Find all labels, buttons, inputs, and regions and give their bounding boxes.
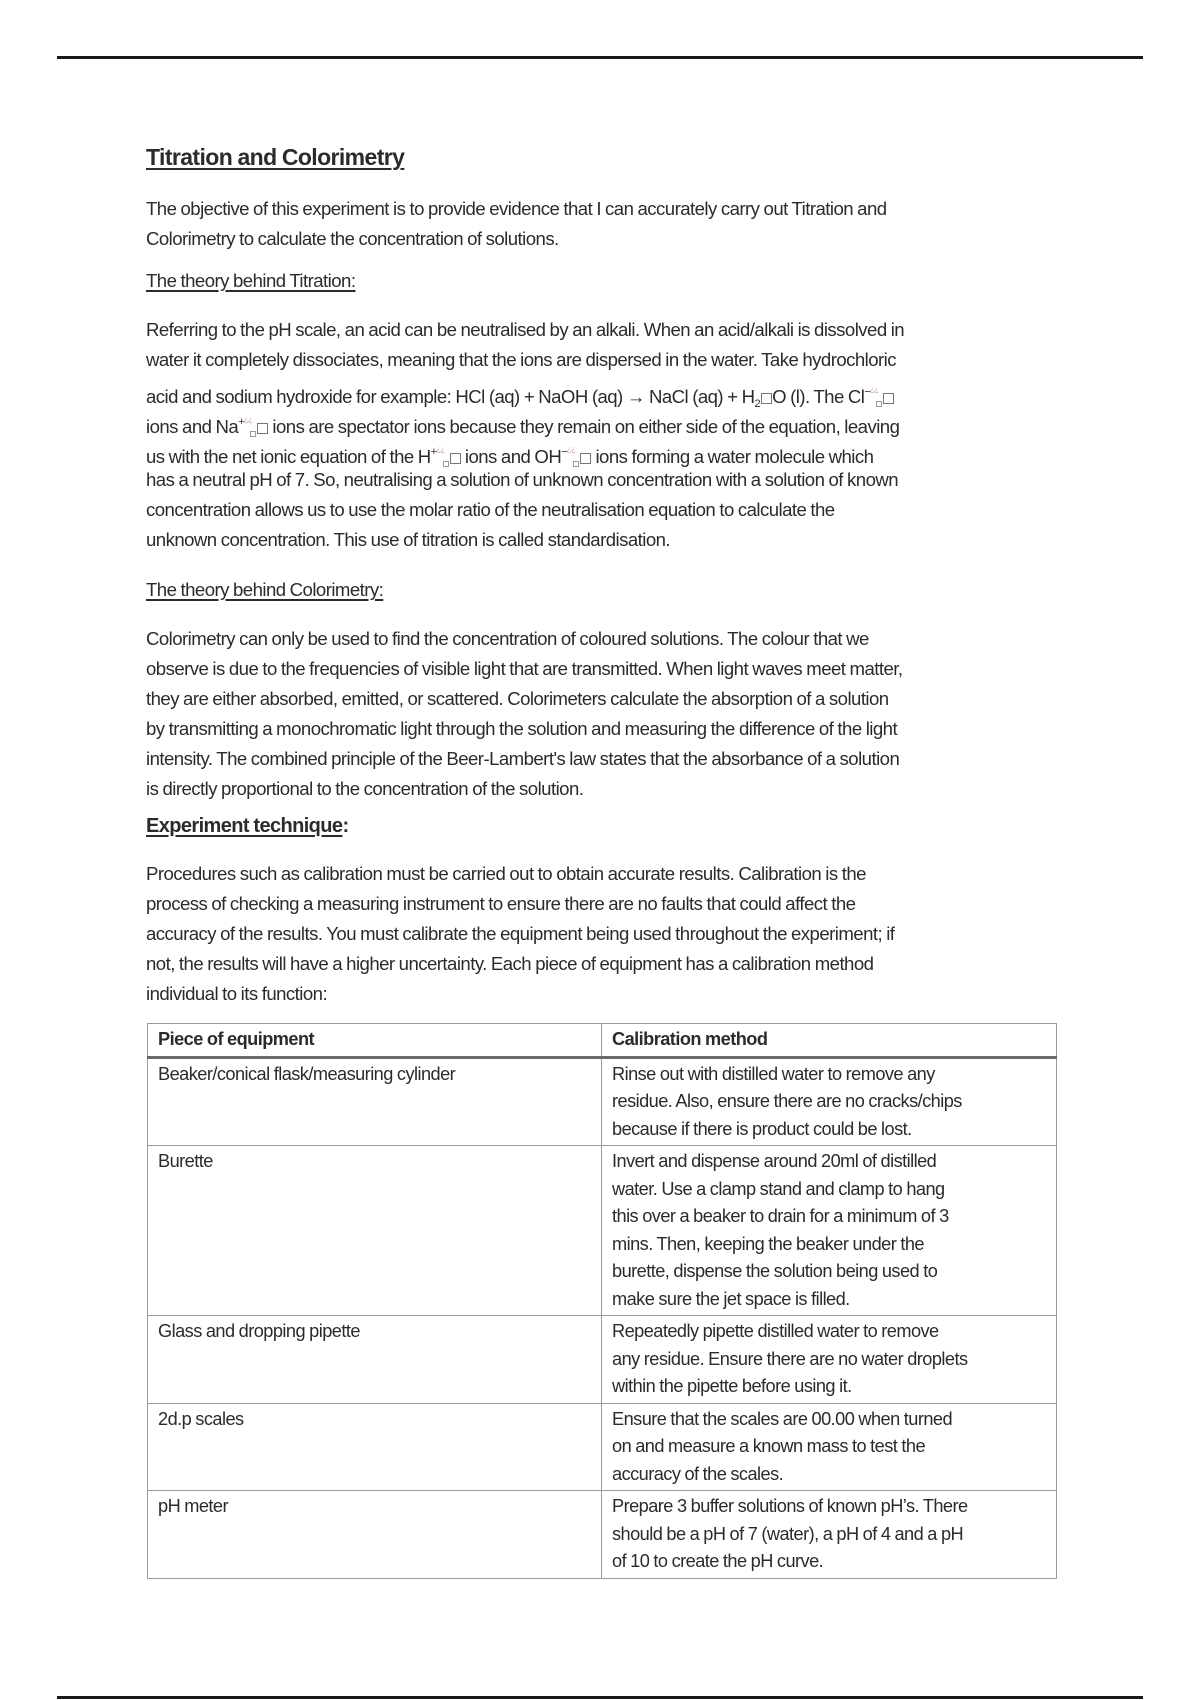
text-span: ions and OH — [460, 446, 562, 467]
technique-heading-text: Experiment technique — [146, 815, 343, 837]
method-line: accuracy of the scales. — [612, 1463, 784, 1484]
titration-line: Referring to the pH scale, an acid can be neutralised by an alkali. When an acid/alkali is dissolved in — [146, 319, 905, 340]
method-line: should be a pH of 7 (water), a pH of 4 and a pH — [612, 1523, 964, 1544]
equipment-cell: Burette — [148, 1146, 602, 1316]
method-cell — [602, 1146, 1057, 1316]
subscript-two: 2 — [754, 398, 761, 410]
method-line: within the pipette before using it. — [612, 1376, 852, 1396]
titration-line: unknown concentration. This use of titration is called standardisation. — [146, 529, 671, 550]
ion-charge: + — [430, 446, 438, 458]
method-cell — [602, 1403, 1057, 1491]
method-line: this over a beaker to drain for a minimum of 3 — [612, 1206, 949, 1226]
technique-line: not, the results will have a higher uncertainty. Each piece of equipment has a calibration method — [146, 953, 874, 974]
method-line: Prepare 3 buffer solutions of known pH’s. There — [612, 1496, 968, 1516]
technique-heading-colon: : — [342, 815, 349, 837]
method-line: Repeatedly pipette distilled water to remove — [612, 1321, 939, 1341]
footer-rule — [57, 1696, 1143, 1699]
text-span: ions forming a water molecule which — [591, 446, 874, 467]
method-line: Rinse out with distilled water to remove any — [612, 1063, 935, 1084]
objective-line: Colorimetry to calculate the concentration of solutions. — [146, 228, 559, 249]
colorimetry-heading: The theory behind Colorimetry: — [146, 579, 384, 600]
colorimetry-line: Colorimetry can only be used to find the concentration of coloured solutions. The colour that we — [146, 628, 869, 649]
ion-charge: − — [864, 386, 871, 398]
table-row — [148, 1057, 1057, 1146]
missing-glyph-icon — [250, 431, 256, 437]
equation-text: O (l). The Cl — [772, 386, 865, 407]
method-line: of 10 to create the pH curve. — [612, 1551, 824, 1571]
technique-line: Procedures such as calibration must be carried out to obtain accurate results. Calibration is the — [146, 863, 866, 884]
text-span: ions are spectator ions because they remain on either side of the equation, leaving — [268, 416, 900, 437]
header-method: Calibration method — [602, 1024, 1057, 1058]
colorimetry-line: is directly proportional to the concentration of the solution. — [146, 778, 584, 799]
technique-heading — [146, 815, 349, 837]
missing-glyph-icon — [257, 423, 268, 434]
titration-heading: The theory behind Titration: — [146, 270, 356, 291]
technique-line: individual to its function: — [146, 983, 328, 1004]
missing-glyph-icon — [876, 401, 882, 407]
text-span: us with the net ionic equation of the H — [146, 446, 431, 467]
table-row — [148, 1403, 1057, 1491]
method-line: water. Use a clamp stand and clamp to hang — [612, 1178, 945, 1199]
header-rule — [57, 56, 1143, 59]
missing-glyph-icon — [883, 393, 894, 404]
method-cell — [602, 1316, 1057, 1404]
text-span: ions and Na — [146, 416, 239, 437]
table-body — [148, 1057, 1057, 1578]
colorimetry-line: intensity. The combined principle of the Beer-Lambert's law states that the absorbance of a solution — [146, 748, 900, 769]
missing-glyph-icon — [450, 453, 461, 464]
method-line: because if there is product could be lost. — [612, 1118, 912, 1139]
colorimetry-line: by transmitting a monochromatic light through the solution and measuring the difference of the light — [146, 718, 898, 739]
technique-line: accuracy of the results. You must calibrate the equipment being used throughout the experiment; if — [146, 923, 895, 944]
titration-line: water it completely dissociates, meaning that the ions are dispersed in the water. Take hydrochloric — [146, 349, 897, 370]
missing-glyph-icon — [580, 453, 591, 464]
table-row — [148, 1316, 1057, 1404]
equipment-cell: Beaker/conical flask/measuring cylinder — [148, 1057, 602, 1146]
table-row — [148, 1146, 1057, 1316]
equipment-cell: Glass and dropping pipette — [148, 1316, 602, 1404]
missing-glyph-icon — [573, 461, 579, 467]
titration-line — [146, 409, 899, 438]
method-cell — [602, 1491, 1057, 1579]
titration-line — [146, 439, 873, 468]
header-equipment: Piece of equipment — [148, 1024, 602, 1058]
method-line: Ensure that the scales are 00.00 when turned — [612, 1408, 953, 1429]
equipment-cell: 2d.p scales — [148, 1403, 602, 1491]
method-line: mins. Then, keeping the beaker under the — [612, 1233, 924, 1254]
titration-line: concentration allows us to use the molar ratio of the neutralisation equation to calculate the — [146, 499, 835, 520]
missing-glyph-icon — [761, 393, 772, 404]
glyph-mark: ¿¿ — [436, 445, 445, 454]
missing-glyph-icon — [443, 461, 449, 467]
colorimetry-line: they are either absorbed, emitted, or scattered. Colorimeters calculate the absorption of a solution — [146, 688, 889, 709]
method-line: on and measure a known mass to test the — [612, 1436, 926, 1456]
method-line: make sure the jet space is filled. — [612, 1288, 850, 1309]
ion-charge: + — [238, 416, 245, 428]
calibration-table — [147, 1023, 1057, 1579]
method-line: residue. Also, ensure there are no cracks/chips — [612, 1091, 962, 1111]
ion-charge: − — [561, 446, 568, 458]
glyph-mark: ¿¿ — [243, 415, 253, 424]
method-line: Invert and dispense around 20ml of distilled — [612, 1151, 937, 1171]
equipment-cell: pH meter — [148, 1491, 602, 1579]
method-line: burette, dispense the solution being used to — [612, 1261, 938, 1281]
document-title: Titration and Colorimetry — [146, 144, 405, 170]
objective-line: The objective of this experiment is to provide evidence that I can accurately carry out Titration and — [146, 198, 887, 219]
glyph-mark: ¿¿ — [566, 445, 576, 454]
method-cell — [602, 1057, 1057, 1146]
table-row — [148, 1491, 1057, 1579]
table-header-row — [148, 1024, 1057, 1058]
colorimetry-line: observe is due to the frequencies of visible light that are transmitted. When light waves meet matter, — [146, 658, 903, 679]
technique-line: process of checking a measuring instrument to ensure there are no faults that could affect the — [146, 893, 856, 914]
method-line: any residue. Ensure there are no water droplets — [612, 1348, 968, 1369]
equation-text: acid and sodium hydroxide for example: HCl (aq) + NaOH (aq) → NaCl (aq) + H — [146, 386, 755, 407]
titration-line: has a neutral pH of 7. So, neutralising a solution of unknown concentration with a solution of known — [146, 469, 899, 490]
glyph-mark: ¿¿ — [869, 385, 879, 394]
